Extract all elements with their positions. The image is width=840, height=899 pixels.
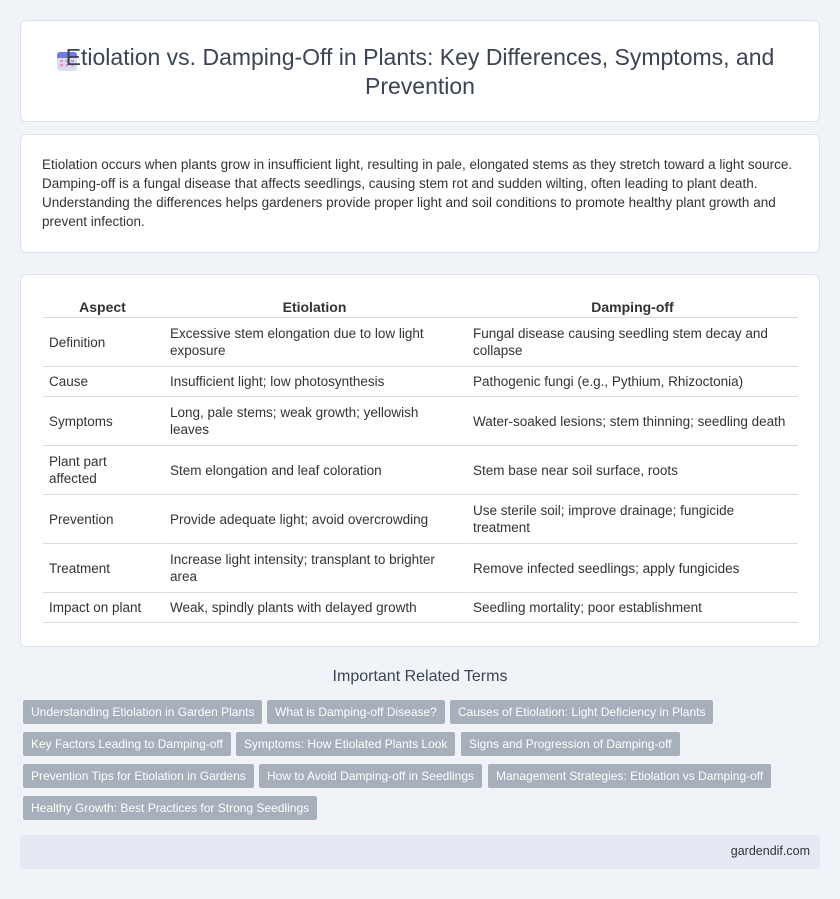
- footer-bar: [20, 835, 820, 869]
- row-aspect: Impact on plant: [43, 593, 164, 623]
- comparison-table: [43, 297, 798, 623]
- related-term-tag[interactable]: Understanding Etiolation in Garden Plants: [23, 700, 262, 724]
- related-term-tag[interactable]: Causes of Etiolation: Light Deficiency in Plants: [450, 700, 713, 724]
- row-damping-off: Pathogenic fungi (e.g., Pythium, Rhizoctonia): [467, 367, 798, 397]
- comparison-card: [20, 274, 820, 647]
- row-aspect: Symptoms: [43, 397, 164, 446]
- row-etiolation: Excessive stem elongation due to low light exposure: [164, 318, 467, 367]
- table-row: [43, 495, 798, 544]
- row-aspect: Cause: [43, 367, 164, 397]
- column-header-etiolation: Etiolation: [164, 297, 467, 318]
- table-header-row: [43, 297, 798, 318]
- related-term-tag[interactable]: Healthy Growth: Best Practices for Strong Seedlings: [23, 796, 317, 820]
- intro-card: [20, 134, 820, 253]
- row-etiolation: Stem elongation and leaf coloration: [164, 446, 467, 495]
- table-row: [43, 318, 798, 367]
- header-card: [20, 20, 820, 122]
- related-term-tag[interactable]: How to Avoid Damping-off in Seedlings: [259, 764, 482, 788]
- row-aspect: Prevention: [43, 495, 164, 544]
- related-term-tag[interactable]: Symptoms: How Etiolated Plants Look: [236, 732, 455, 756]
- row-aspect: Plant part affected: [43, 446, 164, 495]
- table-row: [43, 446, 798, 495]
- row-etiolation: Increase light intensity; transplant to brighter area: [164, 544, 467, 593]
- table-row: [43, 544, 798, 593]
- related-term-tag[interactable]: What is Damping-off Disease?: [267, 700, 445, 724]
- table-row: [43, 593, 798, 623]
- row-damping-off: Fungal disease causing seedling stem decay and collapse: [467, 318, 798, 367]
- related-term-tag[interactable]: Management Strategies: Etiolation vs Damping-off: [488, 764, 771, 788]
- row-damping-off: Seedling mortality; poor establishment: [467, 593, 798, 623]
- intro-paragraph: Etiolation occurs when plants grow in insufficient light, resulting in pale, elongated stems as they stretch toward a light source. Damping-off is a fungal disease that affects seedlings, causing stem rot and sudden wilting, often leading to plant death. Understanding the differences helps gardeners provide proper light and soil conditions to promote healthy plant growth and prevent infection.: [42, 157, 793, 229]
- row-aspect: Definition: [43, 318, 164, 367]
- row-damping-off: Stem base near soil surface, roots: [467, 446, 798, 495]
- row-etiolation: Long, pale stems; weak growth; yellowish leaves: [164, 397, 467, 446]
- row-etiolation: Weak, spindly plants with delayed growth: [164, 593, 467, 623]
- column-header-aspect: Aspect: [43, 297, 164, 318]
- related-terms-heading: Important Related Terms: [332, 668, 508, 685]
- row-etiolation: Provide adequate light; avoid overcrowding: [164, 495, 467, 544]
- table-row: [43, 397, 798, 446]
- column-header-damping-off: Damping-off: [467, 297, 798, 318]
- row-etiolation: Insufficient light; low photosynthesis: [164, 367, 467, 397]
- related-term-tag[interactable]: Prevention Tips for Etiolation in Gardens: [23, 764, 254, 788]
- related-term-tag[interactable]: Signs and Progression of Damping-off: [461, 732, 680, 756]
- page-title: Etiolation vs. Damping-Off in Plants: Key Differences, Symptoms, and Prevention: [65, 44, 775, 99]
- site-name[interactable]: gardendif.com: [730, 844, 810, 858]
- row-damping-off: Water-soaked lesions; stem thinning; seedling death: [467, 397, 798, 446]
- row-damping-off: Use sterile soil; improve drainage; fungicide treatment: [467, 495, 798, 544]
- related-term-tag[interactable]: Key Factors Leading to Damping-off: [23, 732, 231, 756]
- table-row: [43, 367, 798, 397]
- row-damping-off: Remove infected seedlings; apply fungicides: [467, 544, 798, 593]
- row-aspect: Treatment: [43, 544, 164, 593]
